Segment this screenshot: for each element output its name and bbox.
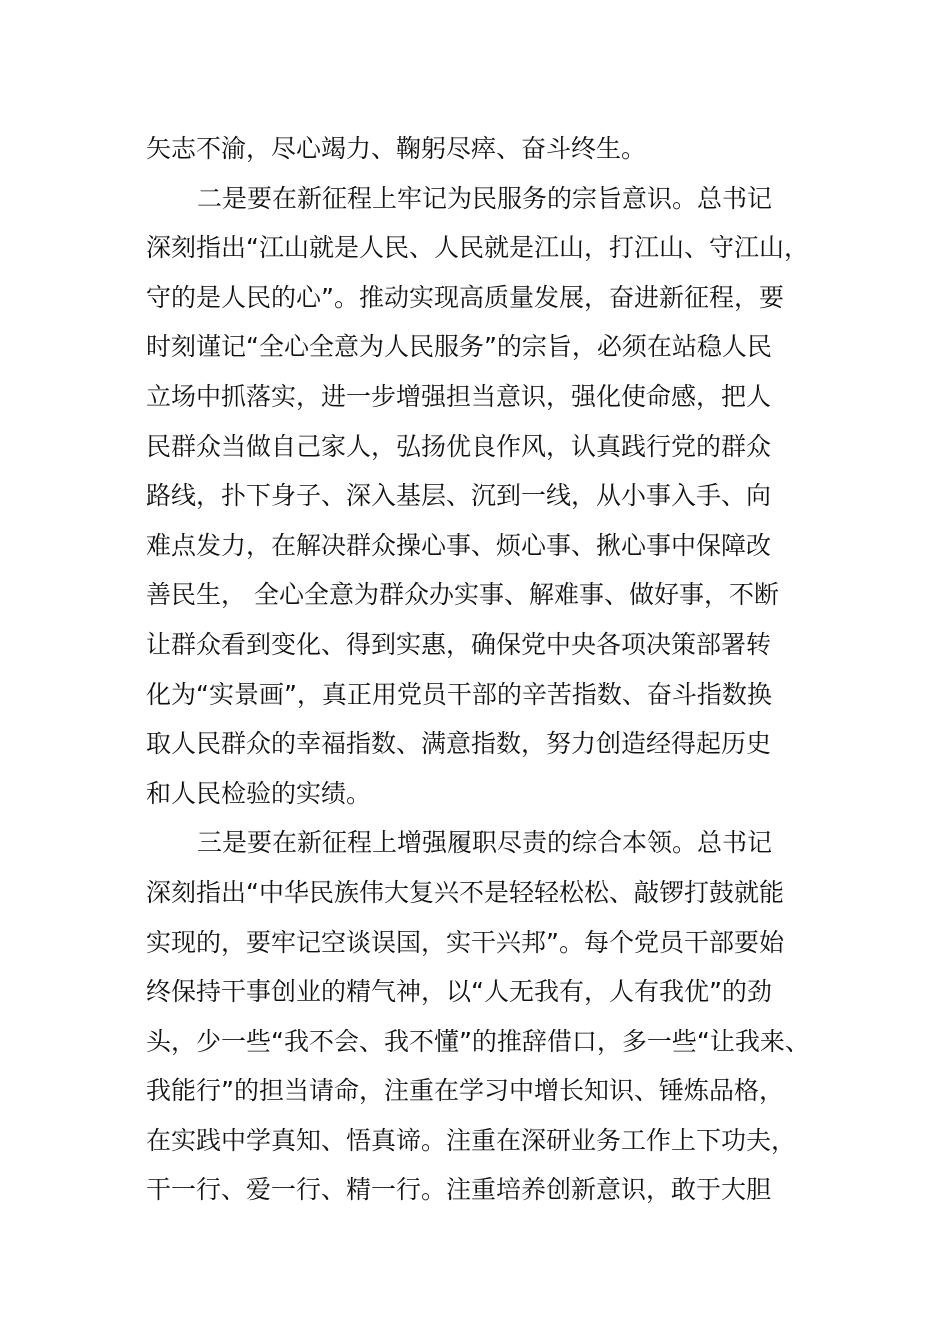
text-line: 和人民检验的实绩。: [146, 778, 372, 808]
text-line: 难点发力，在解决群众操心事、烦心事、揪心事中保障改: [146, 530, 772, 560]
text-line: 时刻谨记“全心全意为人民服务”的宗旨，必须在站稳人民: [146, 332, 772, 362]
text-line: 深刻指出“江山就是人民、人民就是江山，打江山、守江山，: [146, 233, 809, 263]
text-line: 终保持干事创业的精气神，以“人无我有，人有我优”的劲: [146, 977, 772, 1007]
text-line: 民群众当做自己家人，弘扬优良作风，认真践行党的群众: [146, 431, 772, 461]
text-line: 取人民群众的幸福指数、满意指数，努力创造经得起历史: [146, 729, 772, 759]
text-line: 头，少一些“我不会、我不懂”的推辞借口，多一些“让我来、: [146, 1026, 810, 1056]
text-line: 让群众看到变化、得到实惠，确保党中央各项决策部署转: [146, 629, 772, 659]
text-line: 深刻指出“中华民族伟大复兴不是轻轻松松、敲锣打鼓就能: [146, 877, 784, 907]
text-line: 守的是人民的心”。推动实现高质量发展，奋进新征程，要: [146, 282, 784, 312]
paragraph-start-line: 二是要在新征程上牢记为民服务的宗旨意识。总书记: [197, 183, 773, 213]
text-line: 在实践中学真知、悟真谛。注重在深研业务工作上下功夫，: [146, 1125, 797, 1155]
text-line: 路线，扑下身子、深入基层、沉到一线，从小事入手、向: [146, 481, 772, 511]
text-line: 我能行”的担当请命，注重在学习中增长知识、锤炼品格，: [146, 1076, 784, 1106]
text-line: 矢志不渝，尽心竭力、鞠躬尽瘁、奋斗终生。: [146, 134, 647, 163]
text-line: 善民生， 全心全意为群众办实事、解难事、做好事，不断: [146, 580, 779, 610]
text-line: 实现的，要牢记空谈误国，实干兴邦”。每个党员干部要始: [146, 927, 784, 957]
text-line: 化为“实景画”，真正用党员干部的辛苦指数、奋斗指数换: [146, 679, 772, 709]
paragraph-start-line: 三是要在新征程上增强履职尽责的综合本领。总书记: [197, 828, 773, 858]
body-text: [146, 124, 846, 1215]
text-line: 立场中抓落实，进一步增强担当意识，强化使命感，把人: [146, 381, 772, 411]
text-line: 干一行、爱一行、精一行。注重培养创新意识，敢于大胆: [146, 1175, 772, 1205]
